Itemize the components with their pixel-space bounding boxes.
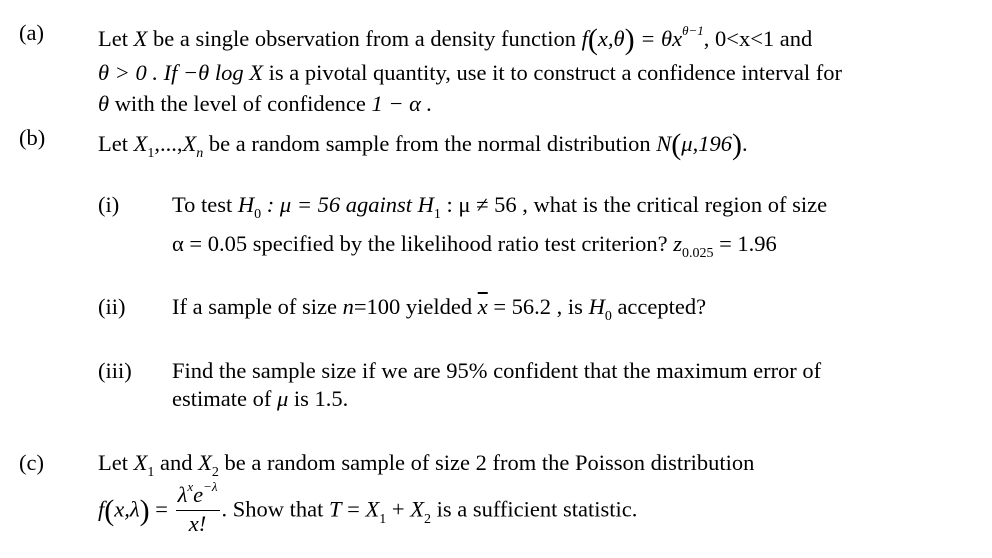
part-c-label: (c): [19, 450, 44, 475]
part-a-line-2: θ > 0 . If −θ log X is a pivotal quantity, use it to construct a confidence interval for: [98, 60, 842, 85]
part-b-iii-label: (iii): [98, 358, 132, 383]
sample-mean: $\overline{x}$: [477, 294, 488, 319]
part-a-label: (a): [19, 20, 44, 45]
density-symbol: f: [581, 26, 588, 51]
part-b-label: (b): [19, 125, 46, 150]
part-c-line-1: Let $X_1$ and $X_2$ be a random sample of size 2 from the Poisson distribution: [98, 450, 755, 480]
part-b-i-label: (i): [98, 192, 120, 217]
part-b-ii-line: If a sample of size n=100 yielded $\overline{x} = 56.2$ , is $H_0$ accepted?: [172, 294, 707, 324]
part-c-line-2: f(x,λ) = $\frac{\lambda^xe^{-\lambda}}{x!}$ . Show that $T = X_1 + X_2$ is a sufficient statistic.: [98, 479, 638, 536]
part-b-line: Let $X_1,...,X_n$ be a random sample from the normal distribution N(μ,196).: [98, 128, 748, 161]
part-b-iii-line-1: Find the sample size if we are 95% confident that the maximum error of: [172, 358, 822, 383]
part-b-i-line-2: α = 0.05 specified by the likelihood ratio test criterion? $z_{0.025} = 1.96$: [172, 231, 777, 261]
exponent: θ−1: [682, 23, 704, 38]
part-a-line-1: Let X be a single observation from a density function $f(x,\theta) = \theta x^{\theta-1}$, 0<x<1 and: [98, 23, 813, 56]
part-b-iii-line-2: estimate of μ is 1.5.: [172, 386, 349, 411]
poisson-fraction: $\frac{\lambda^xe^{-\lambda}}{x!}$: [177, 479, 218, 536]
part-a-line-3: θ with the level of confidence 1 − α .: [98, 91, 433, 116]
part-b-i-line-1: To test $H_0$ : μ = 56 against $H_1$ : μ ≠ 56 , what is the critical region of size: [172, 192, 828, 222]
pivotal-quantity: −θ log X: [182, 60, 263, 85]
part-b-ii-label: (ii): [98, 294, 126, 319]
normal-dist-symbol: N: [656, 131, 672, 156]
